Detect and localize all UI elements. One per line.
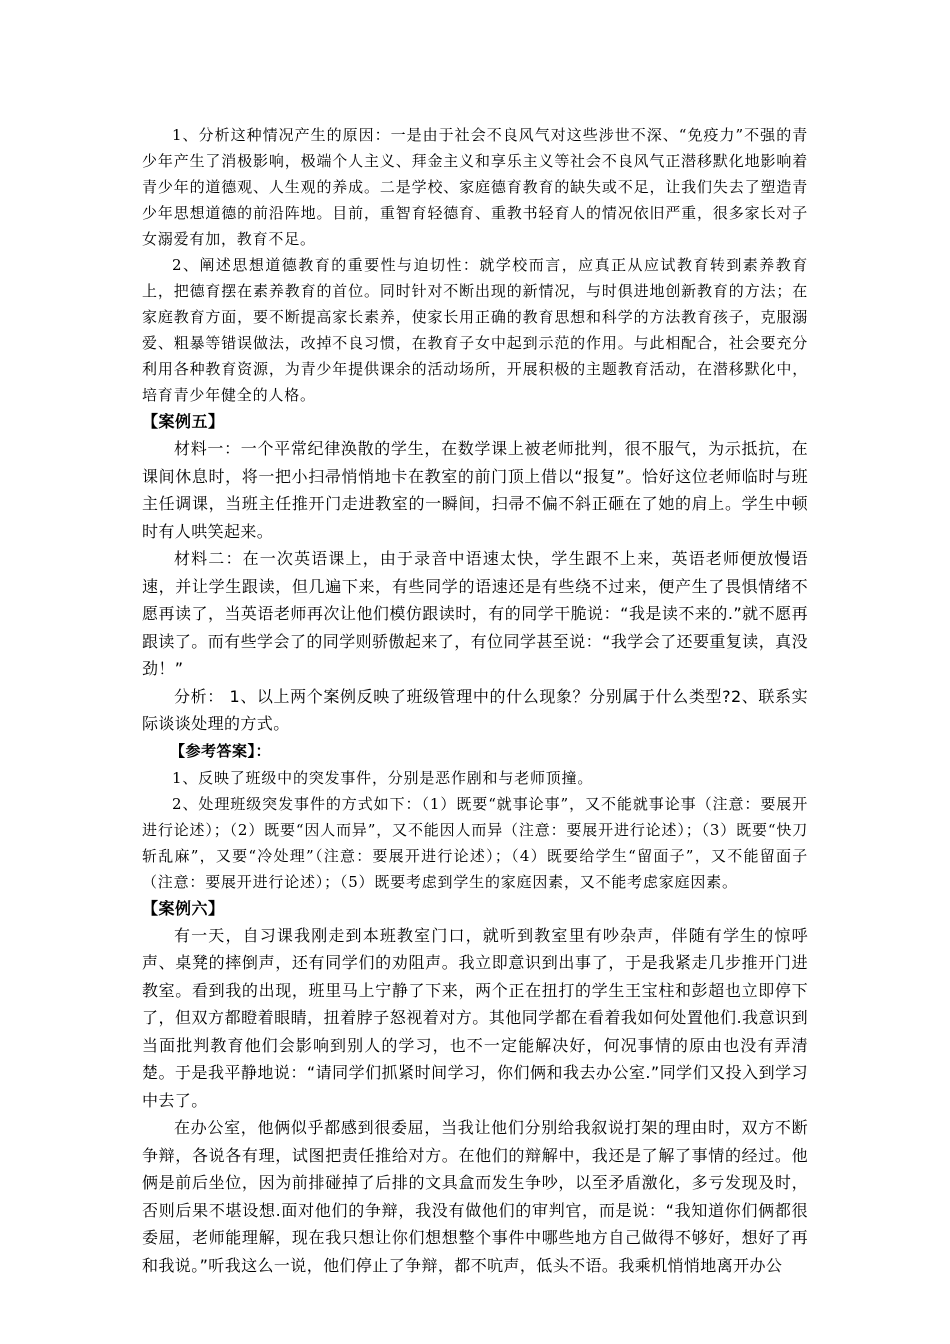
reference-answer-heading: 【参考答案】： [170,741,272,760]
case6-paragraph-1: 有一天，自习课我刚走到本班教室门口，就听到教室里有吵杂声，伴随有学生的惊呼声、桌凳的摔倒声，还有同学们的劝阻声。我立即意识到出事了，于是我紧走几步推开门进教室。看到我的出现，班里马上宁静了下来，两个正在扭打的学生王宝柱和彭超也立即停下了，但双方都瞪着眼睛，扭着脖子怒视着对方。其他同学都在看着我如何处置他们.我意识到当面批判教育他们会影响到别人的学习，也不一定能解决好，何况事情的原由也没有弄清楚。于是我平静地说：“请同学们抓紧时间学习，你们俩和我去办公室.”同学们又投入到学习中去了。 [142,925,808,1110]
answer-item-2: 2、处理班级突发事件的方式如下：（1）既要“就事论事”，又不能就事论事（注意：要展开进行论述）；（2）既要“因人而异”，又不能因人而异（注意：要展开进行论述）；（3）既要“快刀斩乱麻”，又要“冷处理”（注意：要展开进行论述）；（4）既要给学生“留面子”，又不能留面子（注意：要展开进行论述）；（5）既要考虑到学生的家庭因素，又不能考虑家庭因素。 [142,794,808,891]
analysis-paragraph-2: 2、阐述思想道德教育的重要性与迫切性：就学校而言，应真正从应试教育转到素养教育上，把德育摆在素养教育的首位。同时针对不断出现的新情况，与时俱进地创新教育的方法；在家庭教育方面，要不断提高家长素养，使家长用正确的教育思想和科学的方法教育孩子，克服溺爱、粗暴等错误做法，改掉不良习惯，在教育子女中起到示范的作用。与此相配合，社会要充分利用各种教育资源，为青少年提供课余的活动场所，开展积极的主题教育活动，在潜移默化中，培育青少年健全的人格。 [142,256,808,404]
document-body [142,122,808,1279]
case6-heading: 【案例六】 [142,898,225,918]
answer-item-1: 1、反映了班级中的突发事件，分别是恶作剧和与老师顶撞。 [172,768,594,787]
case5-material-2: 材料二：在一次英语课上，由于录音中语速太快，学生跟不上来，英语老师便放慢语速，并让学生跟读，但几遍下来，有些同学的语速还是有些绕不过来，便产生了畏惧情绪不愿再读了，当英语老师再次让他们模仿跟读时，有的同学干脆说：“我是读不来的.”就不愿再跟读了。而有些学会了的同学则骄傲起来了，有位同学甚至说：“我学会了还要重复读，真没劲！” [142,549,808,678]
case5-heading: 【案例五】 [142,412,225,431]
case5-analysis: 分析： 1、以上两个案例反映了班级管理中的什么现象？分别属于什么类型?2、联系实际谈谈处理的方式。 [142,686,808,733]
analysis-paragraph-1: 1、分析这种情况产生的原因：一是由于社会不良风气对这些涉世不深、“免疫力”不强的青少年产生了消极影响，极端个人主义、拜金主义和享乐主义等社会不良风气正潜移默化地影响着青少年的道德观、人生观的养成。二是学校、家庭德育教育的缺失或不足，让我们失去了塑造青少年思想道德的前沿阵地。目前，重智育轻德育、重教书轻育人的情况依旧严重，很多家长对子女溺爱有加，教育不足。 [142,126,808,248]
case6-paragraph-2: 在办公室，他俩似乎都感到很委屈，当我让他们分别给我叙说打架的理由时，双方不断争辩，各说各有理，试图把责任推给对方。在他们的辩解中，我还是了解了事情的经过。他俩是前后坐位，因为前排碰掉了后排的文具盒而发生争吵，以至矛盾激化，多亏发现及时，否则后果不堪设想.面对他们的争辩，我没有做他们的审判官，而是说：“我知道你们俩都很委屈，老师能理解，现在我只想让你们想想整个事件中哪些地方自己做得不够好，想好了再和我说。”听我这么一说，他们停止了争辩，都不吭声，低头不语。我乘机悄悄地离开办公 [142,1118,808,1275]
case5-material-1: 材料一：一个平常纪律涣散的学生，在数学课上被老师批判，很不服气，为示抵抗，在课间休息时，将一把小扫帚悄悄地卡在教室的前门顶上借以“报复”。恰好这位老师临时与班主任调课，当班主任推开门走进教室的一瞬间，扫帚不偏不斜正砸在了她的肩上。学生中顿时有人哄笑起来。 [142,439,808,541]
